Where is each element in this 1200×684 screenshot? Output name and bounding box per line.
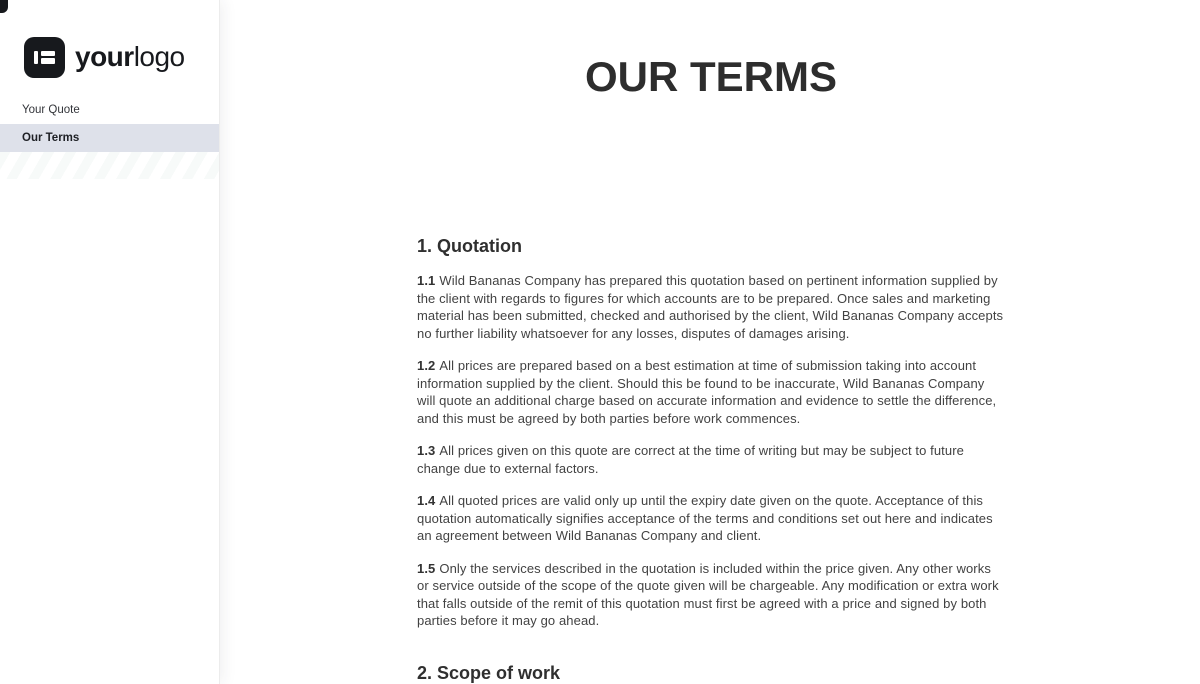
logo-text-regular: logo (133, 41, 185, 72)
logo-icon-bar-bottom (41, 58, 55, 64)
paragraph-1-1 (417, 272, 1005, 342)
logo (0, 0, 219, 88)
paragraph-number: 1.1 (417, 273, 436, 289)
paragraph-text: All quoted prices are valid only up until the expiry date given on the quote. Acceptance of this quotation automatically signifies acceptance of the terms and conditions set out here and indicates an agreement between Wild Bananas Company and client. (417, 493, 993, 544)
paragraph-1-5 (417, 560, 1005, 630)
paragraph-text: All prices are prepared based on a best estimation at time of submission taking into account information supplied by the client. Should this be found to be inaccurate, Wild Bananas Company will quote an additional charge based on accurate information and evidence to settle the difference, and this must be agreed by both parties before work commences. (417, 358, 997, 426)
paragraph-text: Only the services described in the quotation is included within the price given. Any other works or service outside of the scope of the quote given will be chargeable. Any modification or extra work that falls outside of the remit of this quotation must first be agreed with a price and signed by both parties before it may go ahead. (417, 560, 999, 629)
paragraph-text: Wild Bananas Company has prepared this quotation based on pertinent information supplied by the client with regards to figures for which accounts are to be prepared. Once sales and marketing material has been submitted, checked and authorised by the client, Wild Bananas Company accepts no further liability whatsoever for any losses, disputes of damages arising. (417, 273, 1004, 341)
logo-icon-bar-left (34, 51, 38, 64)
logo-icon (24, 37, 65, 78)
paragraph-1-3 (417, 442, 1005, 477)
paragraph-number: 1.2 (417, 358, 436, 374)
paragraph-1-2 (417, 357, 1005, 427)
logo-text (75, 41, 185, 73)
section-heading-scope-of-work: 2. Scope of work (417, 662, 561, 683)
paragraph-number: 1.3 (417, 443, 436, 459)
sidebar (0, 0, 220, 684)
paragraph-text: All prices given on this quote are correct at the time of writing but may be subject to future change due to external factors. (417, 443, 964, 476)
section-heading-quotation: 1. Quotation (417, 236, 522, 257)
document-viewport (220, 0, 1200, 684)
sidebar-skeleton-stripes (0, 152, 219, 179)
sidebar-item-our-terms[interactable]: Our Terms (0, 124, 219, 152)
page-title: OUR TERMS (585, 53, 837, 100)
paragraph-number: 1.4 (417, 493, 436, 509)
section-scope-of-work (417, 662, 1005, 684)
sidebar-nav (0, 96, 219, 179)
logo-text-bold: your (75, 41, 134, 72)
paragraph-number: 1.5 (417, 560, 436, 576)
paragraph-1-4 (417, 492, 1005, 545)
terms-document (417, 0, 1005, 684)
sidebar-item-your-quote[interactable]: Your Quote (22, 104, 80, 116)
logo-icon-bar-top (41, 51, 55, 56)
section-quotation (417, 235, 1005, 630)
